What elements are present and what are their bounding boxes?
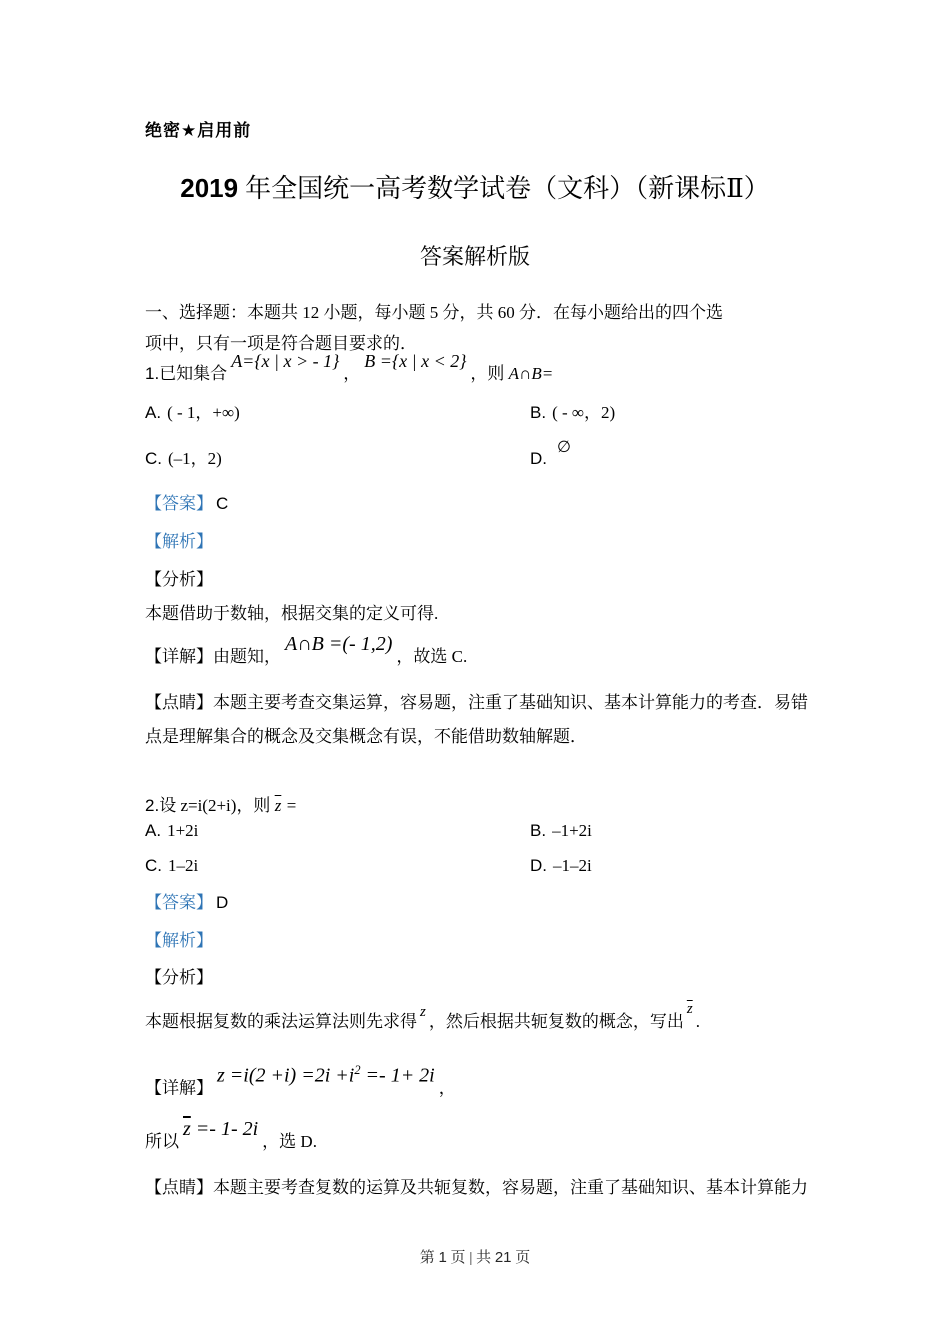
question-2-stem-mid: ，则: [236, 796, 275, 815]
footer-separator: |: [469, 1250, 473, 1266]
question-1-detail-line: [145, 633, 845, 672]
classification-banner: 绝密★启用前: [145, 121, 252, 140]
option-a-text: 1+2i: [167, 821, 199, 840]
option-c-label: C.: [145, 856, 162, 875]
question-1-option-d: [530, 439, 575, 469]
question-1-formula-a: A={x | x > - 1}: [231, 351, 340, 371]
question-2-answer-line: [145, 888, 228, 913]
question-2-suoyi-suffix: ，选 D.: [262, 1132, 317, 1151]
highlight-label: 【点睛】: [145, 1178, 213, 1197]
question-1-option-a: [145, 398, 240, 423]
question-2-answer: D: [216, 893, 229, 912]
analysis-label: 【解析】: [145, 532, 213, 551]
option-a-text: ( - 1，+∞): [167, 403, 240, 422]
footer-total-word: 页: [515, 1250, 531, 1266]
question-2-breakdown-line: [145, 963, 213, 988]
option-d-label: D.: [530, 856, 547, 875]
question-1-option-c: [145, 444, 222, 469]
option-c-text: (–1，2): [168, 449, 222, 468]
footer-page-word: 页: [450, 1250, 466, 1266]
question-1-answer-line: [145, 489, 228, 514]
doc-title-text: 年全国统一高考数学试卷（文科）（新课标Ⅱ）: [245, 174, 770, 203]
question-1-highlight: [145, 686, 845, 754]
question-2-stem: [145, 790, 845, 821]
question-2-suoyi-prefix: 所以: [145, 1132, 179, 1151]
question-1-highlight-line2: 点是理解集合的概念及交集概念有误，不能借助数轴解题．: [145, 727, 587, 746]
question-1-answer: C: [216, 494, 229, 513]
detail-formula-exponent: 2: [354, 1063, 361, 1077]
section-intro-line1: 一、选择题：本题共 12 小题，每小题 5 分，共 60 分．在每小题给出的四个选: [145, 303, 723, 322]
question-2-breakdown-prefix: 本题根据复数的乘法运算法则先求得: [145, 1012, 417, 1031]
question-2-breakdown-zbar: $\overline{z}$: [686, 1001, 693, 1017]
option-a-label: A.: [145, 821, 162, 840]
question-2-option-c: [145, 856, 198, 876]
question-2-highlight-text: 本题主要考查复数的运算及共轭复数，容易题，注重了基础知识、基本计算能力: [213, 1178, 808, 1197]
option-d-label: D.: [530, 449, 547, 468]
highlight-label: 【点睛】: [145, 693, 213, 712]
doc-title-year: 2019: [180, 173, 239, 203]
option-b-text: –1+2i: [552, 821, 592, 840]
doc-subtitle: 答案解析版: [419, 244, 530, 269]
question-1-number: 1.: [145, 364, 160, 383]
option-a-label: A.: [145, 403, 162, 422]
question-1-detail-suffix: ，故选 C.: [396, 647, 468, 666]
breakdown-label: 【分析】: [145, 968, 213, 987]
question-2-stem-prefix: 设: [159, 796, 181, 815]
question-2-breakdown-z: z: [420, 1004, 426, 1020]
answer-label: 【答案】: [145, 494, 213, 513]
question-1-breakdown-line: [145, 565, 213, 590]
option-d-text: –1–2i: [553, 856, 592, 875]
option-b-label: B.: [530, 821, 547, 840]
question-2-number: 2.: [145, 796, 160, 815]
question-1-detail-prefix: 由题知，: [213, 647, 281, 666]
question-2-stem-equals: =: [281, 796, 298, 815]
detail-label: 【详解】: [145, 1078, 213, 1098]
question-1-option-b: [530, 398, 615, 423]
question-1-breakdown-text: 本题借助于数轴，根据交集的定义可得.: [145, 604, 439, 623]
question-2-analysis-line: [145, 926, 213, 951]
suoyi-zbar: $\overline{z}$: [183, 1118, 191, 1140]
question-1-comma: ，: [343, 364, 361, 383]
question-1-analysis-line: [145, 527, 213, 552]
question-2-conclusion-line: [145, 1118, 865, 1157]
detail-formula-tail: =- 1+ 2i: [360, 1064, 435, 1087]
question-2-breakdown-period: .: [695, 1012, 700, 1031]
question-2-breakdown-text: [145, 1001, 865, 1039]
page-footer: [0, 1246, 950, 1267]
question-2-breakdown-mid: ，然后根据共轭复数的概念，写出: [428, 1012, 684, 1031]
question-2-highlight: [145, 1172, 865, 1203]
question-2-detail-comma: ，: [438, 1078, 456, 1098]
question-1-detail-formula: A∩B =(- 1,2): [285, 633, 393, 655]
option-c-text: 1–2i: [168, 856, 199, 875]
option-b-text: ( - ∞，2): [552, 403, 616, 422]
question-1-stem-prefix: 已知集合: [159, 364, 228, 383]
question-2-zbar: $\overline{z}$: [274, 796, 282, 815]
question-2-option-a: [145, 821, 198, 841]
question-1-highlight-text1: 本题主要考查交集运算，容易题，注重了基础知识、基本计算能力的考查．易错: [213, 693, 808, 712]
footer-prefix: 第: [419, 1250, 435, 1266]
question-1-highlight-line1: [145, 686, 845, 720]
footer-page-number: 1: [438, 1249, 447, 1266]
question-2-option-d: [530, 856, 592, 876]
breakdown-label: 【分析】: [145, 570, 213, 589]
question-2-stem-formula: z=i(2+i): [180, 796, 237, 815]
question-2-option-b: [530, 821, 592, 841]
question-2-suoyi-formula: [183, 1114, 258, 1145]
question-2-detail-line: [145, 1063, 865, 1104]
question-2-detail-formula: [217, 1055, 435, 1092]
suoyi-formula-tail: =- 1- 2i: [190, 1118, 259, 1140]
analysis-label: 【解析】: [145, 931, 213, 950]
detail-formula-main: z =i(2 +i) =2i +i: [217, 1064, 355, 1087]
empty-set-symbol: ∅: [557, 439, 571, 456]
question-1-stem-mid: ，则: [470, 364, 509, 383]
footer-total-prefix: 共: [476, 1250, 492, 1266]
answer-label: 【答案】: [145, 893, 213, 912]
question-1-formula-b: B ={x | x < 2}: [364, 351, 467, 371]
question-1-stem-formula: A∩B=: [508, 364, 554, 383]
detail-label: 【详解】: [145, 647, 213, 666]
option-b-label: B.: [530, 403, 547, 422]
question-1-stem: [145, 351, 845, 389]
footer-total-number: 21: [494, 1249, 512, 1266]
doc-title: [0, 168, 950, 205]
section-intro-line2: 项中，只有一项是符合题目要求的．: [145, 334, 417, 353]
option-c-label: C.: [145, 449, 162, 468]
